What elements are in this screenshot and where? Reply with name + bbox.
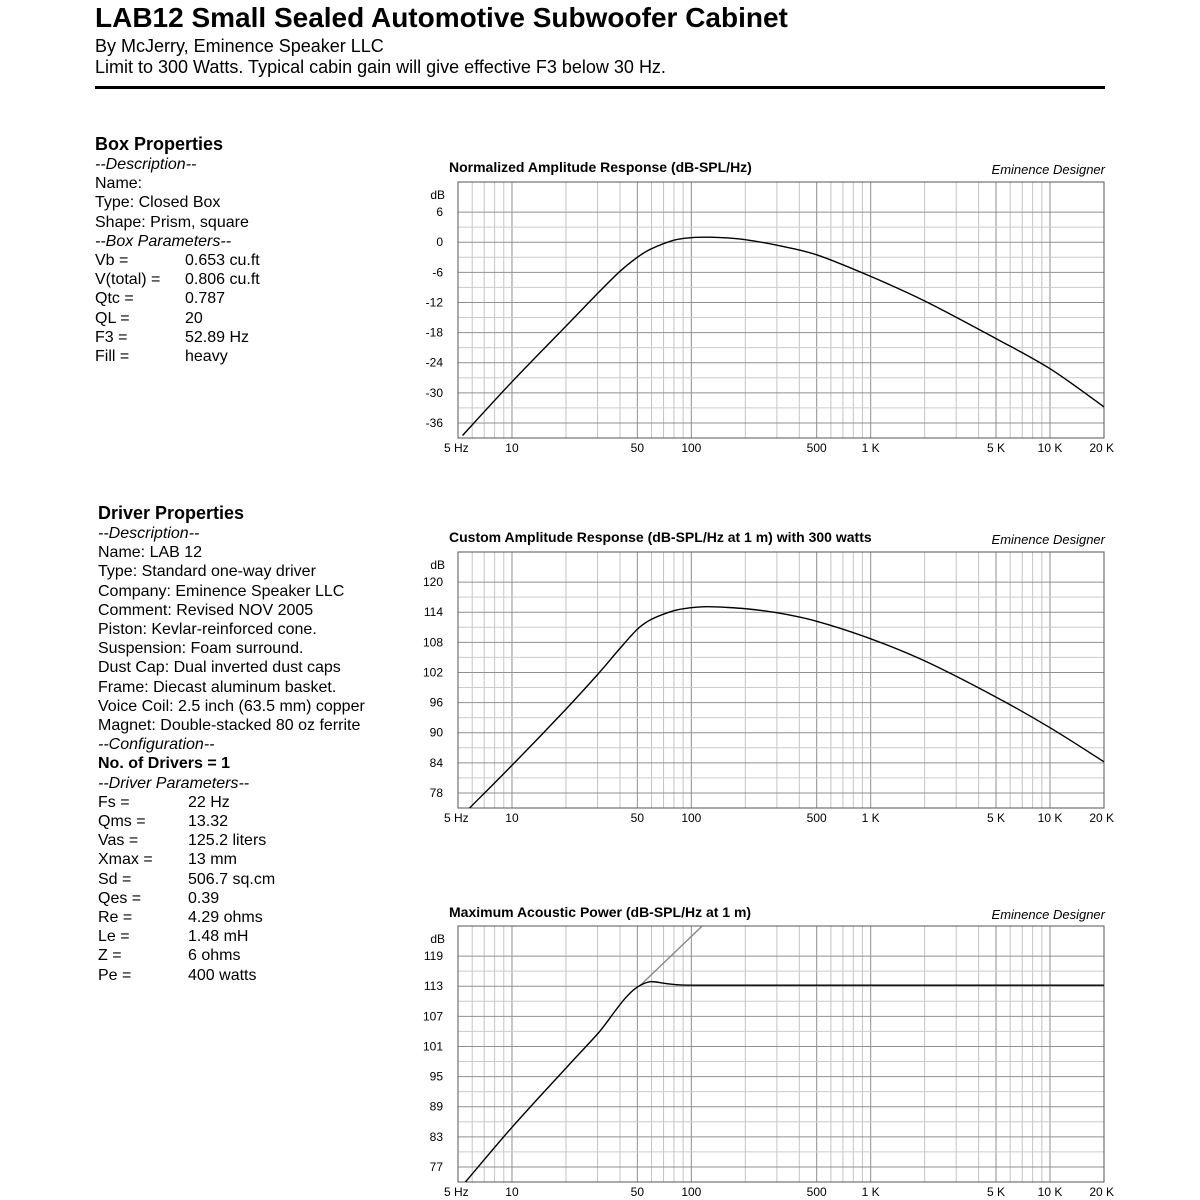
param-key: Fs = <box>98 793 130 811</box>
y-tick-label: 83 <box>429 1129 443 1144</box>
chart-title: Maximum Acoustic Power (dB-SPL/Hz at 1 m) <box>449 904 752 920</box>
chart-title: Normalized Amplitude Response (dB-SPL/Hz) <box>449 159 752 175</box>
x-tick-label: 1 K <box>861 441 880 455</box>
y-tick-label: -24 <box>425 355 443 370</box>
x-tick-label: 10 <box>505 811 519 825</box>
y-tick-label: 78 <box>429 785 443 800</box>
y-tick-label: 89 <box>429 1099 443 1114</box>
x-tick-label: 10 K <box>1037 811 1063 825</box>
y-tick-label: 107 <box>422 1009 443 1024</box>
driver-line: Name: LAB 12 <box>98 544 203 562</box>
param-key: Re = <box>98 909 133 927</box>
driver-line: Comment: Revised NOV 2005 <box>98 601 314 619</box>
x-tick-label: 50 <box>630 441 645 455</box>
y-tick-label: 95 <box>429 1069 443 1084</box>
param-key: Fill = <box>95 348 130 366</box>
param-value: 13 mm <box>188 851 237 869</box>
driver-line: Frame: Diecast aluminum basket. <box>98 678 337 696</box>
x-tick-label: 5 K <box>987 811 1006 825</box>
y-tick-label: 77 <box>429 1159 443 1174</box>
driver-line: Piston: Kevlar-reinforced cone. <box>98 621 317 639</box>
driver-param <box>98 889 365 908</box>
param-value: 1.48 mH <box>188 928 249 946</box>
param-value: 52.89 Hz <box>185 328 250 346</box>
param-value: 125.2 liters <box>188 832 267 850</box>
y-tick-label: -30 <box>425 385 443 400</box>
driver-line: Type: Standard one-way driver <box>98 563 316 581</box>
y-axis-label: dB <box>430 558 445 572</box>
series-line <box>463 237 1105 435</box>
plot-frame <box>458 926 1104 1182</box>
param-key: Pe = <box>98 966 132 984</box>
num-drivers: No. of Drivers = 1 <box>98 755 231 773</box>
box-param <box>95 328 260 347</box>
x-tick-label: 5 Hz <box>444 1185 469 1199</box>
x-tick-label: 10 K <box>1037 441 1063 455</box>
param-value: 20 <box>185 309 203 327</box>
x-tick-label: 10 <box>505 1185 519 1199</box>
x-tick-label: 100 <box>681 811 702 825</box>
x-tick-label: 1 K <box>861 811 880 825</box>
driver-line: Suspension: Foam surround. <box>98 640 304 658</box>
param-value: 13.32 <box>188 813 229 831</box>
param-value: 506.7 sq.cm <box>188 870 276 888</box>
driver-line: Dust Cap: Dual inverted dust caps <box>98 659 341 677</box>
param-value: 0.787 <box>185 290 226 308</box>
driver-param <box>98 908 365 927</box>
series-line <box>640 926 702 985</box>
driver-line: Company: Eminence Speaker LLC <box>98 582 345 600</box>
chart-title: Custom Amplitude Response (dB-SPL/Hz at 1 m) with 300 watts <box>449 529 872 545</box>
driver-line: Magnet: Double-stacked 80 oz ferrite <box>98 717 361 735</box>
note-line: Limit to 300 Watts. Typical cabin gain will give effective F3 below 30 Hz. <box>95 57 666 77</box>
y-tick-label: 96 <box>429 695 443 710</box>
chart-credit: Eminence Designer <box>991 162 1105 177</box>
box-description-header: --Description-- <box>95 156 197 173</box>
box-param <box>95 347 260 366</box>
x-tick-label: 100 <box>681 441 702 455</box>
driver-param <box>98 946 365 965</box>
box-param <box>95 251 260 270</box>
y-tick-label: 102 <box>422 665 443 680</box>
x-tick-label: 5 Hz <box>444 811 469 825</box>
x-tick-label: 5 Hz <box>444 441 469 455</box>
y-tick-label: -6 <box>432 265 443 280</box>
x-tick-label: 100 <box>681 1185 702 1199</box>
box-param <box>95 270 260 289</box>
y-tick-label: 119 <box>423 949 443 964</box>
param-key: QL = <box>95 309 130 327</box>
box-param <box>95 309 260 328</box>
y-tick-label: 108 <box>422 635 443 650</box>
x-tick-label: 10 K <box>1037 1185 1063 1199</box>
y-tick-label: 0 <box>436 235 443 250</box>
page-title: LAB12 Small Sealed Automotive Subwoofer Cabinet <box>95 2 788 33</box>
driver-param <box>98 870 365 889</box>
driver-description-header: --Description-- <box>98 525 200 542</box>
y-axis-label: dB <box>430 188 445 202</box>
x-tick-label: 50 <box>630 811 645 825</box>
driver-param <box>98 812 365 831</box>
box-properties <box>95 133 260 366</box>
param-key: Sd = <box>98 870 132 888</box>
param-key: Xmax = <box>98 851 153 869</box>
y-tick-label: 120 <box>422 575 443 590</box>
param-value: 0.39 <box>188 889 220 907</box>
param-value: 22 Hz <box>188 793 230 811</box>
y-tick-label: -18 <box>425 325 443 340</box>
param-key: Z = <box>98 947 122 965</box>
y-tick-label: 113 <box>423 979 443 994</box>
y-tick-label: 101 <box>422 1039 443 1054</box>
box-heading: Box Properties <box>95 134 224 154</box>
x-tick-label: 10 <box>505 441 519 455</box>
param-key: Qtc = <box>95 290 134 308</box>
driver-line: Voice Coil: 2.5 inch (63.5 mm) copper <box>98 697 365 715</box>
param-key: V(total) = <box>95 271 161 289</box>
x-tick-label: 20 K <box>1089 1185 1114 1199</box>
driver-param <box>98 850 365 869</box>
author-line: By McJerry, Eminence Speaker LLC <box>95 36 384 56</box>
y-tick-label: 114 <box>423 605 443 620</box>
param-key: F3 = <box>95 328 128 346</box>
header-divider <box>95 86 1105 89</box>
y-tick-label: 6 <box>436 205 443 220</box>
box-param <box>95 289 260 308</box>
param-value: heavy <box>185 348 228 366</box>
x-tick-label: 500 <box>806 1185 827 1199</box>
box-type: Type: Closed Box <box>95 194 221 212</box>
param-key: Vb = <box>95 252 129 270</box>
driver-param <box>98 793 365 812</box>
param-value: 0.806 cu.ft <box>185 271 260 289</box>
x-tick-label: 1 K <box>861 1185 880 1199</box>
custom-amplitude-chart <box>400 525 1120 830</box>
x-tick-label: 500 <box>806 441 827 455</box>
param-value: 400 watts <box>188 966 257 984</box>
y-axis-label: dB <box>430 932 445 946</box>
driver-heading: Driver Properties <box>98 503 245 523</box>
y-tick-label: 90 <box>429 725 443 740</box>
param-value: 4.29 ohms <box>188 909 263 927</box>
configuration-header: --Configuration-- <box>98 736 215 754</box>
x-tick-label: 20 K <box>1089 441 1114 455</box>
normalized-amplitude-chart <box>400 155 1120 460</box>
box-params-header: --Box Parameters-- <box>95 232 232 250</box>
param-key: Vas = <box>98 832 139 850</box>
param-value: 0.653 cu.ft <box>185 252 260 270</box>
chart-credit: Eminence Designer <box>991 532 1105 547</box>
driver-params-header: --Driver Parameters-- <box>98 774 250 792</box>
chart-credit: Eminence Designer <box>991 907 1105 922</box>
driver-param <box>98 966 365 985</box>
x-tick-label: 50 <box>630 1185 645 1199</box>
y-tick-label: -36 <box>425 415 443 430</box>
x-tick-label: 20 K <box>1089 811 1114 825</box>
driver-param <box>98 831 365 850</box>
plot-frame <box>458 552 1104 808</box>
param-key: Qms = <box>98 813 146 831</box>
box-shape: Shape: Prism, square <box>95 213 249 231</box>
param-key: Le = <box>98 928 130 946</box>
max-acoustic-power-chart <box>400 900 1120 1200</box>
box-name: Name: <box>95 175 143 193</box>
param-key: Qes = <box>98 889 142 907</box>
param-value: 6 ohms <box>188 947 241 965</box>
y-tick-label: -12 <box>425 295 443 310</box>
x-tick-label: 500 <box>806 811 827 825</box>
x-tick-label: 5 K <box>987 1185 1006 1199</box>
driver-param <box>98 927 365 946</box>
plot-frame <box>458 182 1104 438</box>
driver-properties <box>98 502 365 985</box>
x-tick-label: 5 K <box>987 441 1006 455</box>
y-tick-label: 84 <box>429 755 443 770</box>
